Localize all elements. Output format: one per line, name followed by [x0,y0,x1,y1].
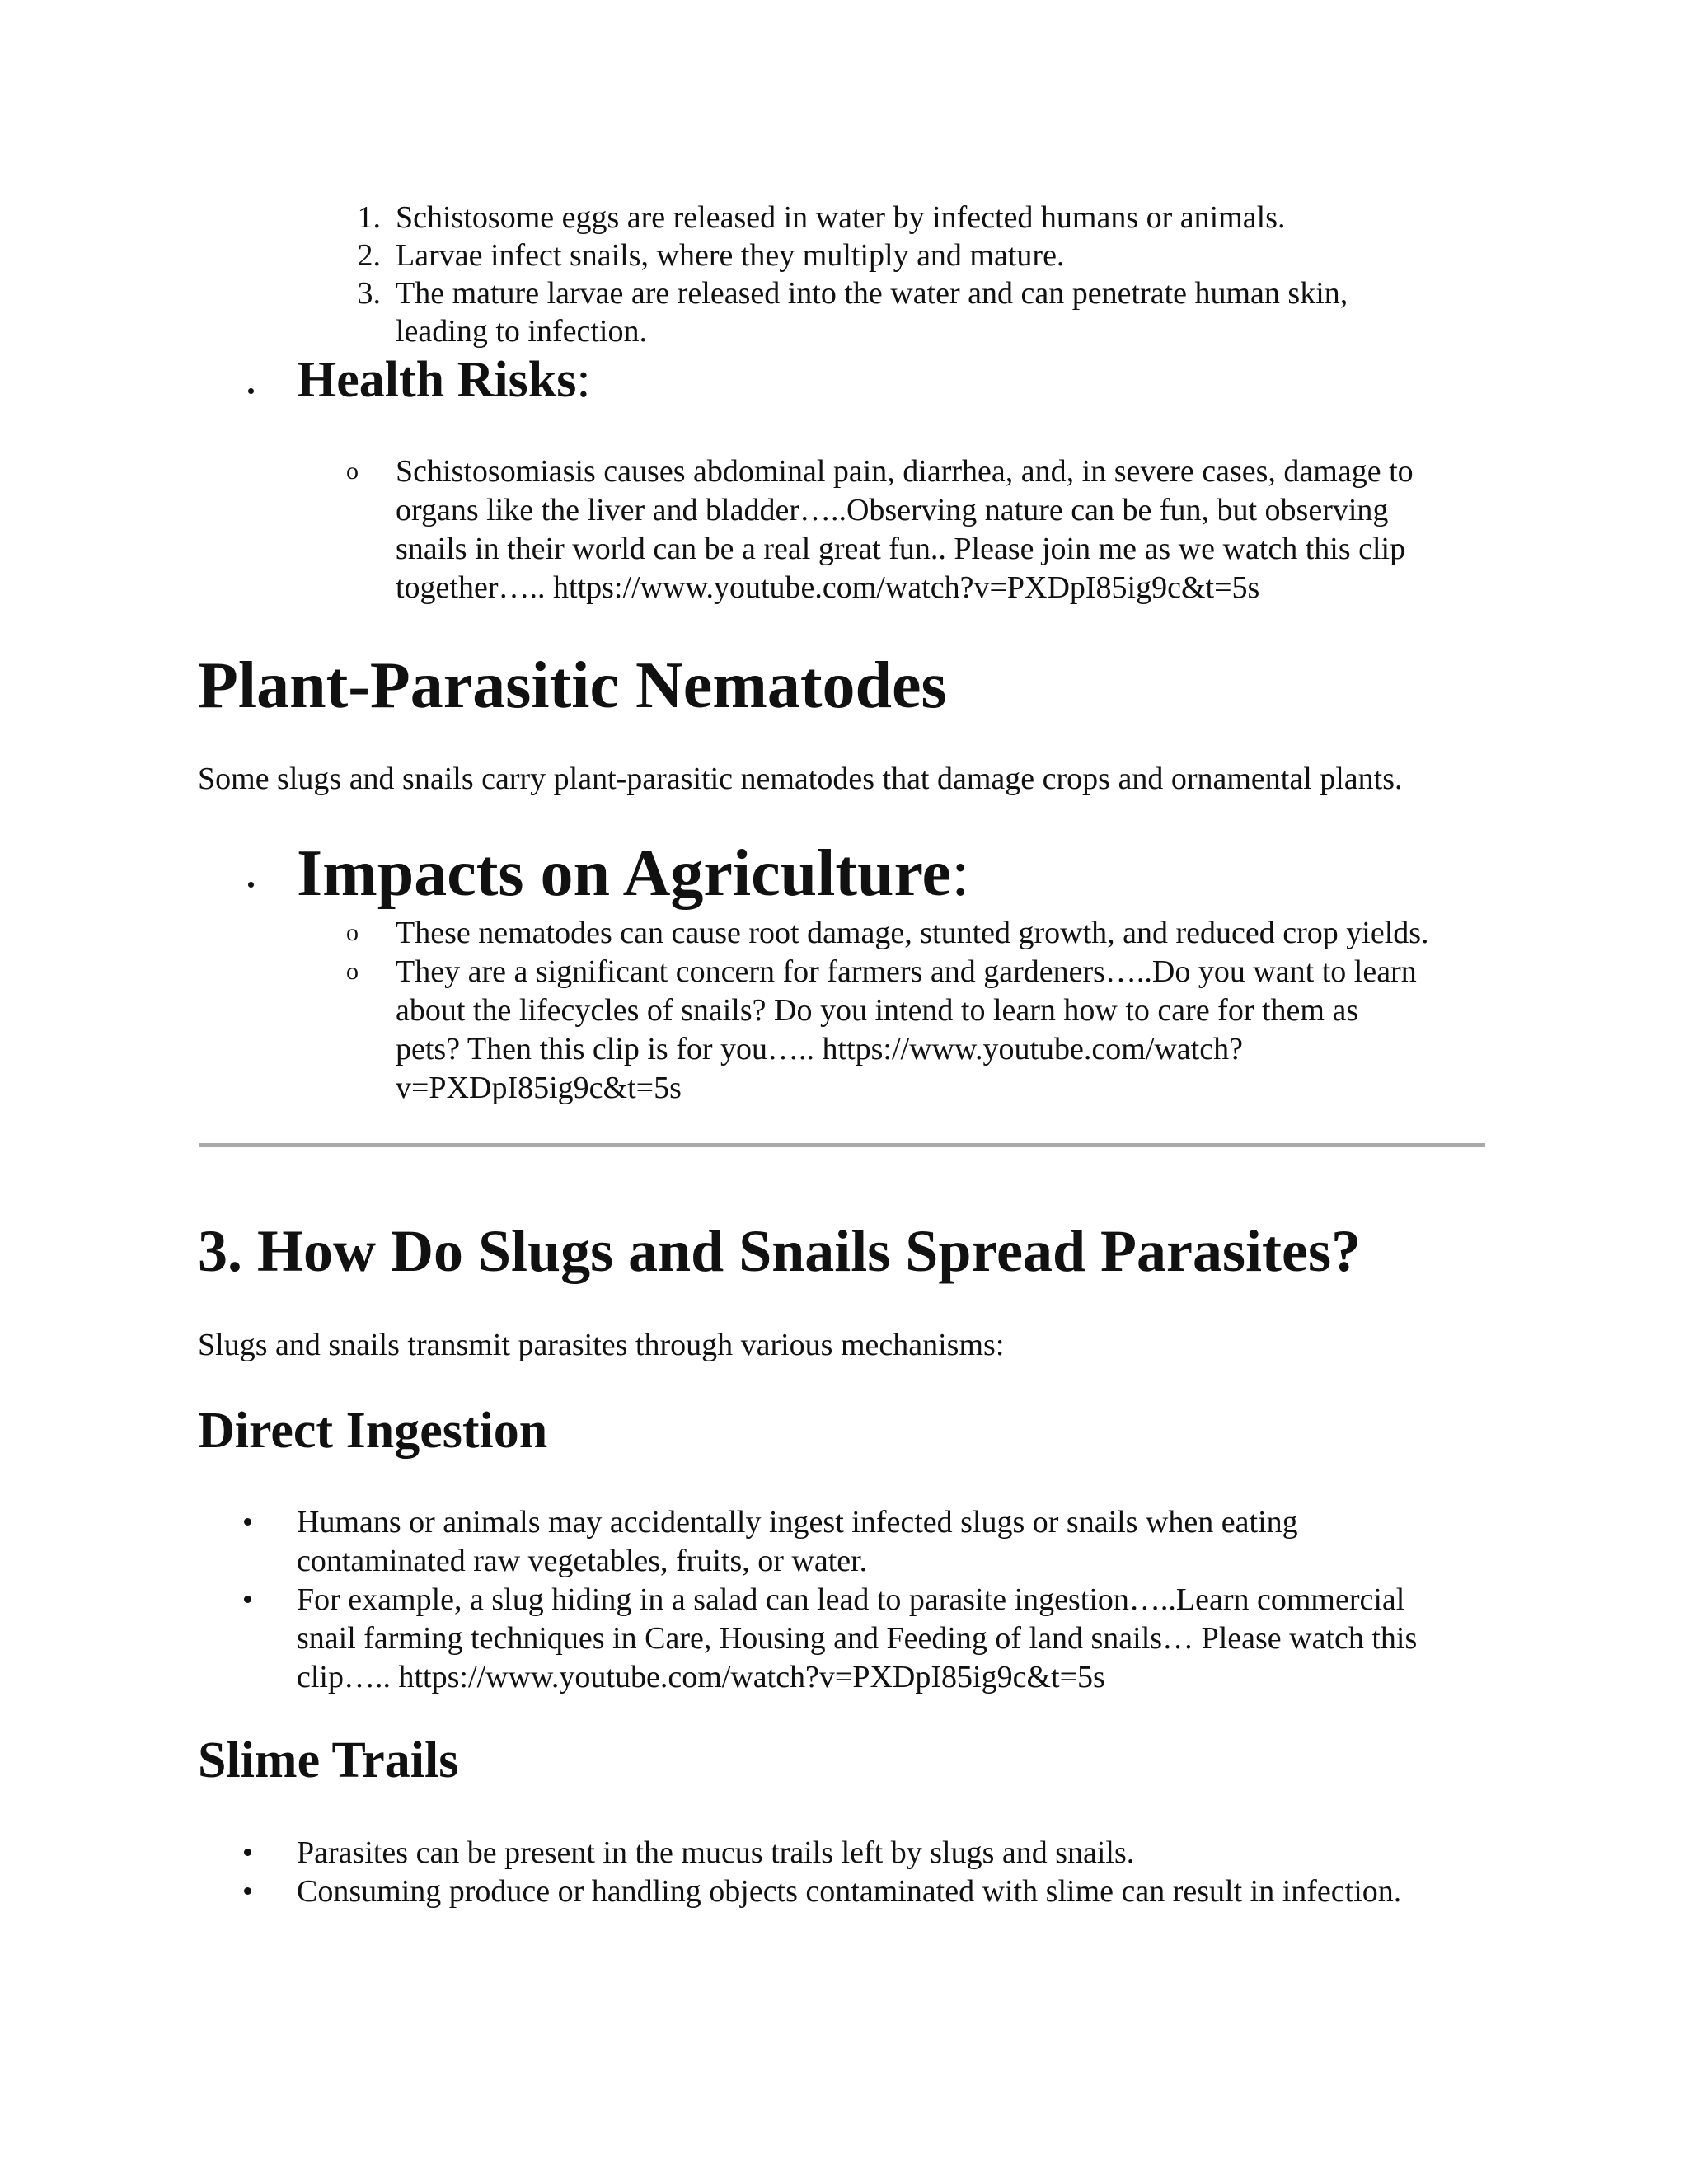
nematodes-intro: Some slugs and snails carry plant-parasitic nematodes that damage crops and ornamental plants. [198,762,1403,796]
list-item-text: Parasites can be present in the mucus trails left by slugs and snails. [297,1835,1135,1870]
list-item-text: Humans or animals may accidentally ingest infected slugs or snails when eating [297,1505,1298,1540]
list-item-text: about the lifecycles of snails? Do you intend to learn how to care for them as [396,993,1359,1028]
direct-ingestion-heading: Direct Ingestion [198,1403,548,1459]
list-number: 3. [357,276,381,311]
list-item-text: For example, a slug hiding in a salad can lead to parasite ingestion…..Learn commercial [297,1582,1405,1617]
nematodes-heading: Plant-Parasitic Nematodes [198,649,947,722]
list-item-text: snail farming techniques in Care, Housing and Feeding of land snails… Please watch this [297,1621,1418,1656]
list-item-text: leading to infection. [396,314,647,349]
list-item-text: Schistosome eggs are released in water by infected humans or animals. [396,200,1286,235]
list-item-text: contaminated raw vegetables, fruits, or water. [297,1544,868,1578]
slime-trails-heading: Slime Trails [198,1732,459,1788]
agriculture-heading: Impacts on Agriculture: [297,837,970,910]
section3-intro: Slugs and snails transmit parasites through various mechanisms: [198,1328,1005,1362]
list-item-text: pets? Then this clip is for you….. https://www.youtube.com/watch? [396,1032,1243,1066]
health-risks-heading: Health Risks: [297,352,591,408]
list-item-text: clip….. https://www.youtube.com/watch?v=PXDpI85ig9c&t=5s [297,1660,1105,1694]
bullet-icon [248,882,254,888]
section-divider [199,1143,1485,1147]
list-item-text: They are a significant concern for farmers and gardeners…..Do you want to learn [396,954,1417,989]
circle-bullet-icon: o [346,919,359,946]
bullet-icon [248,388,254,394]
list-item-text: Larvae infect snails, where they multiply and mature. [396,238,1065,273]
list-number: 1. [357,200,381,235]
list-item-text: These nematodes can cause root damage, stunted growth, and reduced crop yields. [396,916,1429,950]
list-item-text: snails in their world can be a real great fun.. Please join me as we watch this clip [396,532,1406,566]
list-item-text: Schistosomiasis causes abdominal pain, diarrhea, and, in severe cases, damage to [396,454,1414,489]
circle-bullet-icon: o [346,457,359,485]
bullet-icon [244,1518,251,1526]
list-item-text: together….. https://www.youtube.com/watch?v=PXDpI85ig9c&t=5s [396,570,1260,605]
bullet-icon [244,1596,251,1603]
list-item-text: Consuming produce or handling objects contaminated with slime can result in infection. [297,1874,1402,1909]
list-item-text: v=PXDpI85ig9c&t=5s [396,1071,682,1105]
list-number: 2. [357,238,381,273]
bullet-icon [244,1849,251,1856]
list-item-text: organs like the liver and bladder…..Observing nature can be fun, but observing [396,493,1389,527]
circle-bullet-icon: o [346,958,359,985]
bullet-icon [244,1887,251,1895]
list-item-text: The mature larvae are released into the water and can penetrate human skin, [396,276,1348,311]
section3-heading: 3. How Do Slugs and Snails Spread Parasites? [198,1218,1361,1284]
